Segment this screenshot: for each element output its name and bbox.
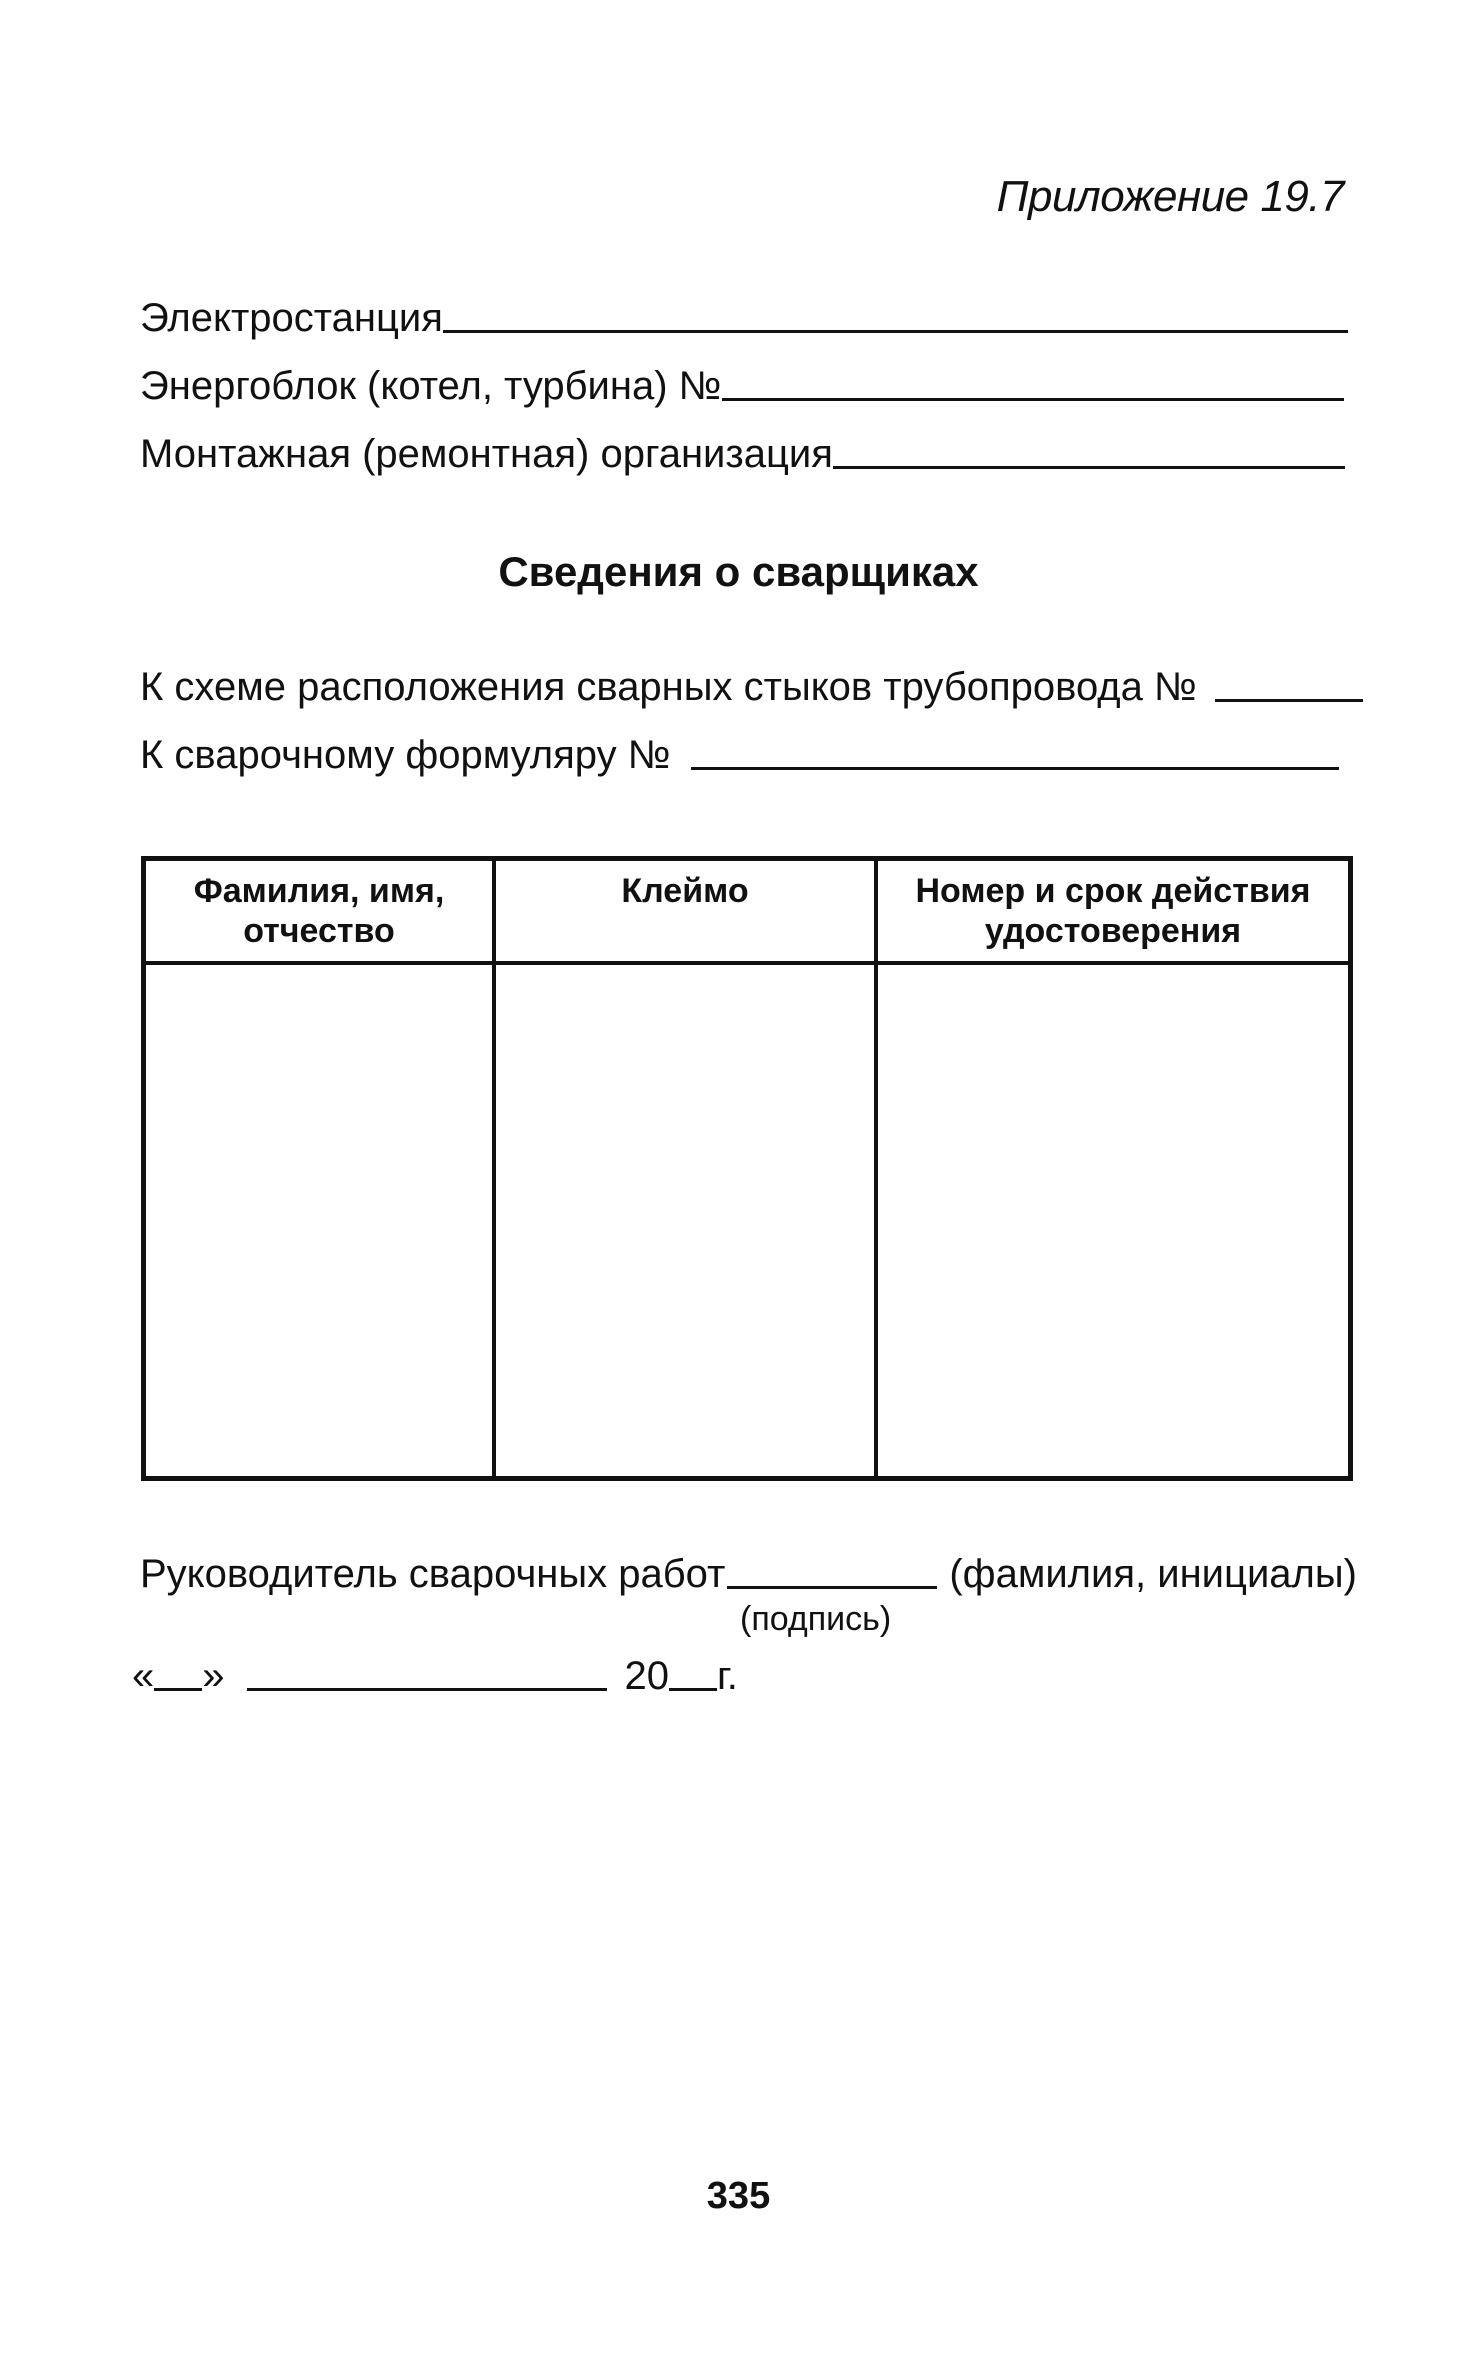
table-row (144, 963, 1351, 1479)
signature-blank[interactable] (727, 1586, 937, 1589)
open-quote: « (132, 1654, 155, 1698)
name-hint: (фамилия, инициалы) (949, 1552, 1357, 1596)
cell-name[interactable] (144, 963, 495, 1479)
page-title: Сведения о сварщиках (498, 548, 979, 595)
table-header-row (144, 859, 1351, 964)
cell-stamp[interactable] (494, 963, 876, 1479)
day-blank[interactable] (154, 1688, 202, 1691)
blank-line[interactable] (833, 465, 1345, 469)
blank-line[interactable] (691, 766, 1339, 770)
field-label: Монтажная (ремонтная) организация (140, 432, 833, 476)
field-label: Энергоблок (котел, турбина) № (140, 364, 722, 408)
signature-label: Руководитель сварочных работ (140, 1552, 726, 1596)
appendix-label: Приложение 19.7 (996, 172, 1344, 221)
month-blank[interactable] (247, 1688, 607, 1691)
column-header-stamp: Клеймо (494, 859, 876, 964)
ref-scheme (140, 665, 1363, 710)
blank-line[interactable] (443, 329, 1348, 333)
signature-caption: (подпись) (740, 1600, 892, 1638)
ref-formular (140, 733, 1339, 778)
field-power-unit (140, 364, 1344, 409)
blank-line[interactable] (1215, 698, 1363, 702)
column-header-name: Фамилия, имя, отчество (144, 859, 495, 964)
column-header-certificate: Номер и срок действия удостоверения (876, 859, 1351, 964)
blank-line[interactable] (722, 397, 1344, 401)
year-blank[interactable] (669, 1688, 717, 1691)
welders-table (141, 856, 1353, 1481)
field-label: К схеме расположения сварных стыков трубопровода № (140, 665, 1197, 709)
field-organization (140, 432, 1345, 477)
date-row (132, 1654, 738, 1699)
field-power-station (140, 296, 1348, 341)
page-number: 335 (706, 2175, 771, 2217)
field-label: Электростанция (140, 296, 443, 340)
signature-row (140, 1552, 1357, 1597)
cell-certificate[interactable] (876, 963, 1351, 1479)
field-label: К сварочному формуляру № (140, 733, 671, 777)
year-suffix: г. (717, 1654, 738, 1698)
close-quote: » (202, 1654, 225, 1698)
year-prefix: 20 (624, 1654, 669, 1698)
